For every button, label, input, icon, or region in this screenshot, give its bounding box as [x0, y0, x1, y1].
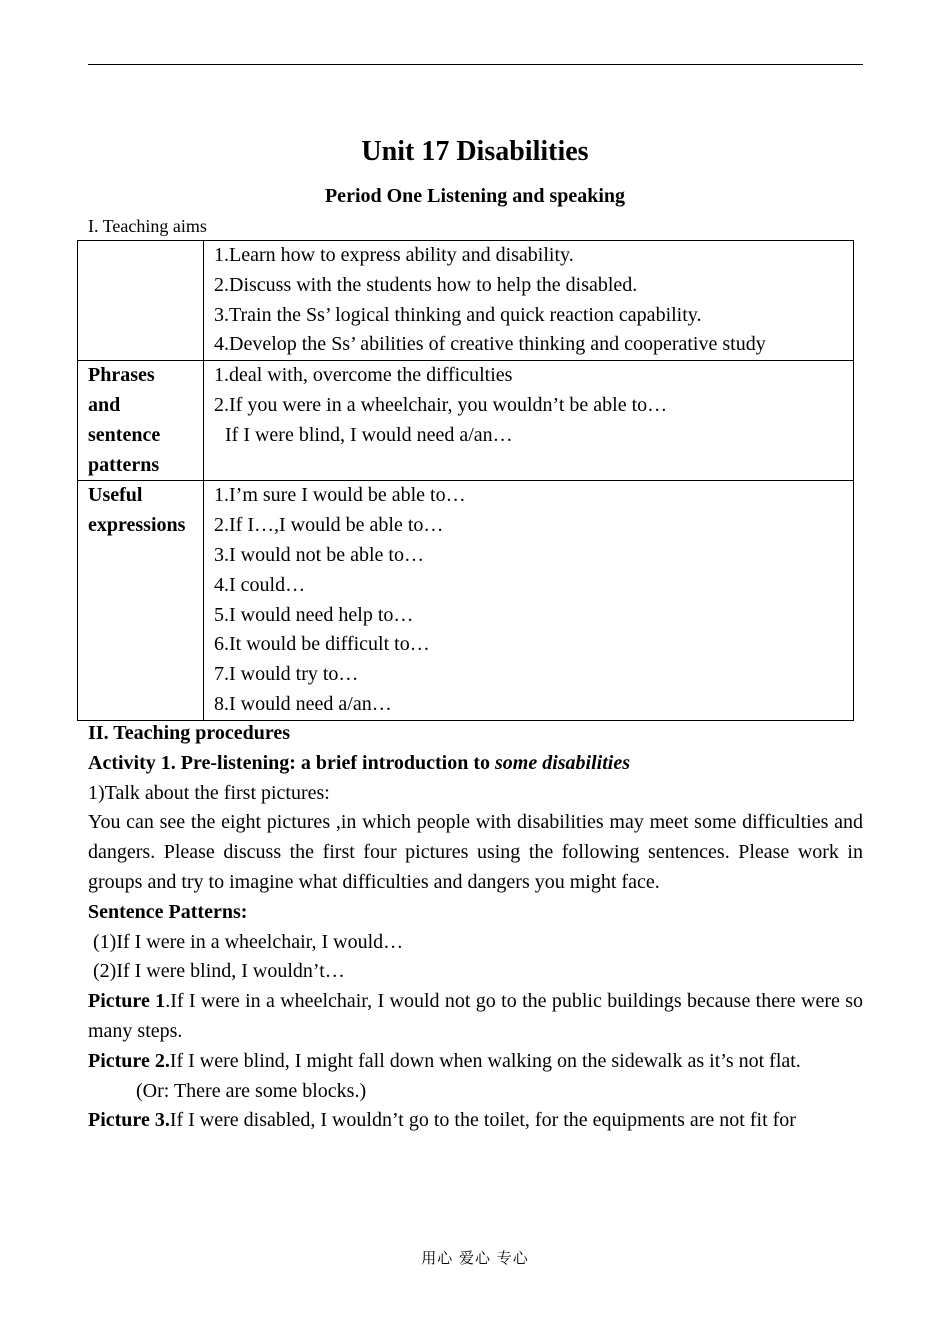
expression-line: 6.It would be difficult to…	[214, 633, 430, 656]
aim-line: 1.Learn how to express ability and disability.	[214, 244, 574, 266]
intro-paragraph: You can see the eight pictures ,in which people with disabilities may meet some difficulties and dangers. Please discuss the first four pictures using the following sentences. Please work in groups and try to imagine what difficulties and dangers you might face.	[88, 811, 863, 893]
picture-2-paragraph	[88, 1047, 863, 1077]
procedures-heading: II. Teaching procedures	[88, 722, 291, 744]
expression-line: 4.I could…	[214, 573, 306, 596]
sentence-pattern: (2)If I were blind, I wouldn’t…	[93, 960, 345, 983]
aims-row-objectives	[78, 241, 854, 361]
aim-line: 3.Train the Ss’ logical thinking and quick reaction capability.	[214, 303, 702, 326]
picture-3-paragraph	[88, 1106, 863, 1136]
page-footer: 用心 爱心 专心	[421, 1249, 529, 1267]
row-label-line: Useful	[88, 484, 143, 507]
picture-label: Picture 1	[88, 990, 166, 1013]
expression-line: 8.I would need a/an…	[214, 692, 392, 715]
expression-line: 1.I’m sure I would be able to…	[214, 484, 466, 507]
activity-1-emphasis: some disabilities	[495, 751, 630, 774]
alternative-note: (Or: There are some blocks.)	[136, 1079, 367, 1102]
phrase-line: If I were blind, I would need a/an…	[225, 423, 513, 446]
expression-line: 3.I would not be able to…	[214, 543, 424, 566]
aim-line: 4.Develop the Ss’ abilities of creative thinking and cooperative study	[214, 333, 766, 356]
expression-line: 5.I would need help to…	[214, 603, 414, 626]
phrase-line: 1.deal with, overcome the difficulties	[214, 364, 513, 387]
document-title: Unit 17 Disabilities	[361, 136, 589, 167]
aims-row-label-empty	[78, 241, 204, 361]
activity-1-prefix: Activity 1. Pre-listening: a brief introduction to	[88, 751, 495, 774]
picture-text: .If I were in a wheelchair, I would not go to the public buildings because there were so many steps.	[88, 990, 864, 1042]
aim-line: 2.Discuss with the students how to help the disabled.	[214, 273, 638, 296]
phrase-line: 2.If you were in a wheelchair, you wouldn’t be able to…	[214, 393, 668, 416]
row-label-line: and	[88, 393, 121, 416]
teaching-aims-label: I. Teaching aims	[88, 216, 207, 236]
picture-1-paragraph	[88, 987, 863, 1047]
picture-label: Picture 3.	[88, 1109, 170, 1132]
document-subtitle: Period One Listening and speaking	[324, 185, 626, 207]
expressions-content-cell	[204, 481, 854, 720]
sentence-pattern: (1)If I were in a wheelchair, I would…	[93, 930, 404, 953]
step-1: 1)Talk about the first pictures:	[88, 781, 330, 804]
expression-line: 2.If I…,I would be able to…	[214, 514, 444, 537]
header-rule	[88, 64, 863, 65]
aims-objectives-cell	[204, 241, 854, 361]
procedures-section	[88, 719, 863, 1136]
sentence-patterns-heading: Sentence Patterns:	[88, 900, 248, 923]
phrases-label-cell	[78, 361, 204, 481]
picture-text: If I were blind, I might fall down when walking on the sidewalk as it’s not flat.	[169, 1049, 801, 1072]
activity-1-heading	[88, 749, 863, 779]
expressions-label-cell	[78, 481, 204, 720]
teaching-aims-table	[77, 240, 854, 721]
expression-line: 7.I would try to…	[214, 663, 359, 686]
row-label-line: Phrases	[88, 364, 155, 387]
row-label-line: patterns	[88, 453, 160, 476]
aims-row-phrases	[78, 361, 854, 481]
aims-row-expressions	[78, 481, 854, 720]
picture-label: Picture 2.	[88, 1049, 170, 1072]
row-label-line: sentence	[88, 423, 161, 446]
picture-text: If I were disabled, I wouldn’t go to the toilet, for the equipments are not fit for	[169, 1109, 796, 1132]
row-label-line: expressions	[88, 514, 186, 537]
phrases-content-cell	[204, 361, 854, 481]
